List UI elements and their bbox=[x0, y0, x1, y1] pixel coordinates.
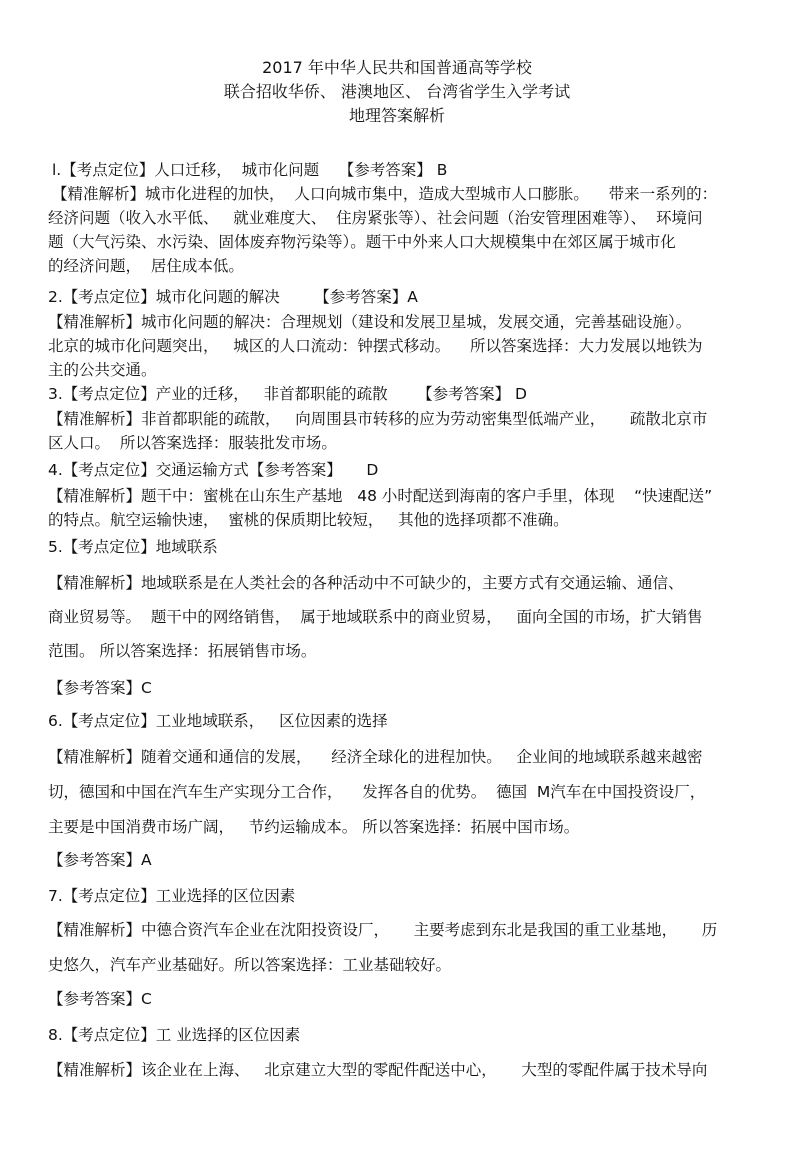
body-line: 的经济问题， 居住成本低。 bbox=[48, 257, 244, 275]
body-line: 5.【考点定位】地域联系 bbox=[48, 538, 218, 556]
body-line: 切，德国和中国在汽车生产实现分工合作， 发挥各自的优势。 德国 M汽车在中国投资设厂， bbox=[48, 783, 706, 801]
body-line: 2.【考点定位】城市化问题的解决 【参考答案】A bbox=[48, 288, 418, 306]
body-line: 【参考答案】C bbox=[48, 990, 152, 1008]
body-line: 商业贸易等。 题干中的网络销售， 属于地域联系中的商业贸易， 面向全国的市场，扩大销售 bbox=[48, 608, 703, 626]
header-line-3: 地理答案解析 bbox=[348, 106, 445, 125]
body-line: 史悠久，汽车产业基础好。所以答案选择：工业基础较好。 bbox=[48, 956, 452, 974]
body-line: 7.【考点定位】工业选择的区位因素 bbox=[48, 887, 296, 905]
body-line: 【参考答案】C bbox=[48, 679, 152, 697]
body-line: 【精准解析】非首都职能的疏散， 向周围县市转移的应为劳动密集型低端产业， 疏散北京市 bbox=[48, 410, 708, 428]
body-line: 4.【考点定位】交通运输方式【参考答案】 D bbox=[48, 461, 379, 479]
body-line: 题（大气污染、水污染、固体废弃物污染等）。题干中外来人口大规模集中在郊区属于城市化 bbox=[48, 233, 676, 251]
body-line: 主的公共交通。 bbox=[48, 361, 157, 379]
body-line: 经济问题（收入水平低、 就业难度大、 住房紧张等）、社会问题（治安管理困难等）、 环境问 bbox=[48, 209, 703, 227]
body-line: 【精准解析】地域联系是在人类社会的各种活动中不可缺少的，主要方式有交通运输、通信、 bbox=[48, 574, 684, 592]
body-line: 【精准解析】城市化进程的加快， 人口向城市集中，造成大型城市人口膨胀。 带来一系列的： bbox=[52, 185, 718, 203]
body-line: 北京的城市化问题突出， 城区的人口流动：钟摆式移动。 所以答案选择：大力发展以地铁为 bbox=[48, 337, 703, 355]
body-line: 的特点。航空运输快速， 蜜桃的保质期比较短， 其他的选择项都不准确。 bbox=[48, 511, 569, 529]
body-line: 范围。 所以答案选择：拓展销售市场。 bbox=[48, 642, 317, 660]
body-line: 3.【考点定位】产业的迁移， 非首都职能的疏散 【参考答案】 D bbox=[48, 385, 527, 403]
body-line: 6.【考点定位】工业地域联系， 区位因素的选择 bbox=[48, 712, 388, 730]
body-line: l.【考点定位】人口迁移， 城市化问题 【参考答案】 B bbox=[52, 161, 448, 179]
header-line-1: 2017 年中华人民共和国普通高等学校 bbox=[262, 58, 532, 77]
body-line: 【精准解析】该企业在上海、 北京建立大型的零配件配送中心， 大型的零配件属于技术导向 bbox=[48, 1061, 708, 1079]
body-line: 主要是中国消费市场广阔， 节约运输成本。 所以答案选择：拓展中国市场。 bbox=[48, 818, 580, 836]
body-line: 【精准解析】城市化问题的解决：合理规划（建设和发展卫星城，发展交通，完善基础设施）。 bbox=[48, 313, 692, 331]
body-line: 区人口。 所以答案选择：服装批发市场。 bbox=[48, 434, 337, 452]
body-line: 【精准解析】题干中：蜜桃在山东生产基地 48 小时配送到海南的客户手里，体现 “快速配送” bbox=[48, 487, 713, 505]
header-line-2: 联合招收华侨、 港澳地区、 台湾省学生入学考试 bbox=[223, 82, 571, 101]
body-line: 【精准解析】随着交通和通信的发展， 经济全球化的进程加快。 企业间的地域联系越来越密 bbox=[48, 748, 703, 766]
body-line: 8.【考点定位】工 业选择的区位因素 bbox=[48, 1026, 301, 1044]
body-line: 【参考答案】A bbox=[48, 851, 152, 869]
body-line: 【精准解析】中德合资汽车企业在沈阳投资设厂， 主要考虑到东北是我国的重工业基地， 历 bbox=[48, 921, 718, 939]
